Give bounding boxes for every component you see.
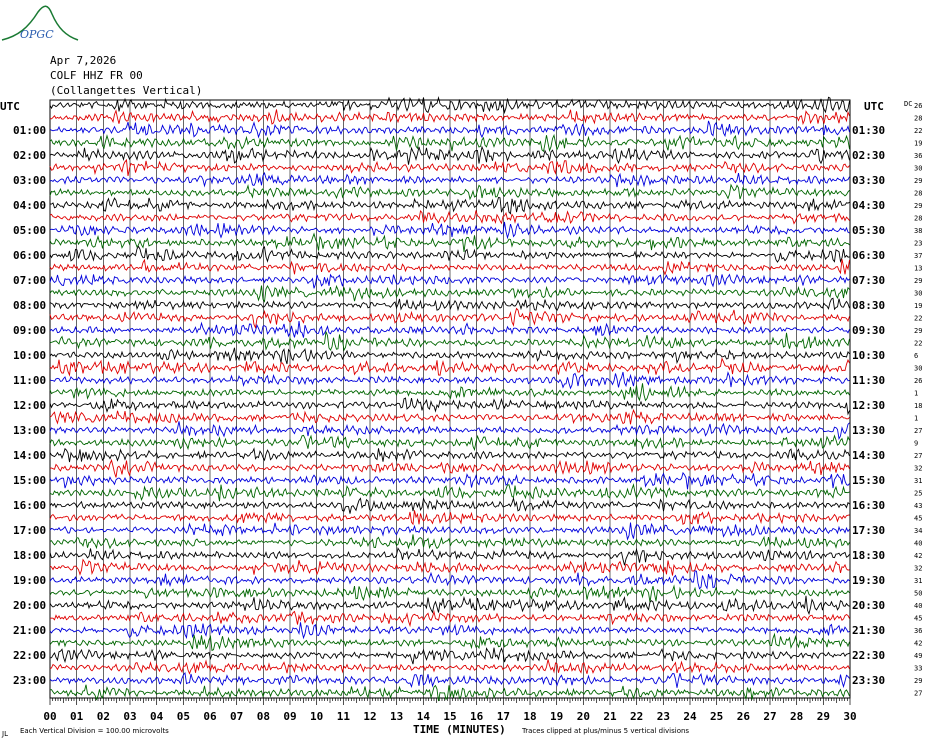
right-hour-label: 04:30 (852, 199, 886, 213)
dc-offset-label: 28 (914, 214, 923, 223)
x-tick-label: 04 (150, 710, 164, 723)
right-hour-label: 23:30 (852, 674, 886, 688)
left-hour-label: 17:00 (13, 524, 47, 538)
dc-offset-label: 40 (914, 539, 923, 548)
x-tick-label: 14 (416, 710, 430, 723)
dc-offset-label: 31 (914, 577, 923, 586)
x-tick-label: 23 (656, 710, 670, 723)
dc-title: DC (904, 100, 913, 108)
right-hour-label: 12:30 (852, 399, 886, 413)
left-hour-label: 20:00 (13, 599, 47, 613)
x-tick-label: 03 (123, 710, 137, 723)
dc-offset-label: 23 (914, 239, 923, 248)
left-hour-label: 19:00 (13, 574, 47, 588)
dc-offset-label: 9 (914, 439, 919, 448)
left-hour-label: 01:00 (13, 124, 47, 138)
dc-offset-label: 27 (914, 452, 923, 461)
x-tick-label: 19 (550, 710, 564, 723)
right-hour-label: 20:30 (852, 599, 886, 613)
x-tick-label: 30 (843, 710, 857, 723)
x-tick-label: 02 (96, 710, 110, 723)
right-hour-label: 05:30 (852, 224, 886, 238)
right-hour-label: 13:30 (852, 424, 886, 438)
dc-offset-label: 50 (914, 589, 923, 598)
left-hour-label: 22:00 (13, 649, 47, 663)
x-tick-label: 06 (203, 710, 217, 723)
dc-offset-label: 42 (914, 639, 923, 648)
left-hour-label: 14:00 (13, 449, 47, 463)
x-tick-label: 11 (336, 710, 350, 723)
dc-offset-label: 36 (914, 152, 923, 161)
right-hour-label: 19:30 (852, 574, 886, 588)
left-hour-label: 16:00 (13, 499, 47, 513)
x-tick-label: 07 (230, 710, 244, 723)
x-tick-label: 21 (603, 710, 617, 723)
dc-offset-label: 30 (914, 364, 923, 373)
right-hour-label: 02:30 (852, 149, 886, 163)
left-hour-label: 11:00 (13, 374, 47, 388)
dc-offset-label: 37 (914, 252, 923, 261)
right-hour-label: 18:30 (852, 549, 886, 563)
logo-text: OPGC (20, 28, 54, 41)
dc-offset-label: 30 (914, 289, 923, 298)
x-tick-label: 29 (816, 710, 830, 723)
dc-offset-label: 13 (914, 264, 923, 273)
plot-date: Apr 7,2026 (50, 54, 117, 67)
dc-offset-label: 29 (914, 677, 923, 686)
dc-offset-label: 22 (914, 127, 923, 136)
dc-offset-label: 19 (914, 139, 923, 148)
x-tick-label: 24 (683, 710, 697, 723)
x-tick-label: 18 (523, 710, 537, 723)
x-tick-label: 13 (390, 710, 404, 723)
x-tick-label: 25 (710, 710, 724, 723)
x-tick-label: 22 (630, 710, 644, 723)
dc-offset-label: 31 (914, 477, 923, 486)
x-tick-label: 09 (283, 710, 297, 723)
right-hour-label: 01:30 (852, 124, 886, 138)
right-hour-label: 15:30 (852, 474, 886, 488)
right-utc-title: UTC (864, 100, 884, 113)
station-location: (Collangettes Vertical) (50, 84, 203, 97)
dc-offset-label: 19 (914, 302, 923, 311)
x-tick-label: 15 (443, 710, 457, 723)
dc-offset-label: 29 (914, 202, 923, 211)
x-axis-label: TIME (MINUTES) (413, 723, 506, 736)
left-hour-label: 06:00 (13, 249, 47, 263)
dc-offset-label: 26 (914, 377, 923, 386)
dc-offset-label: 27 (914, 689, 923, 698)
dc-offset-label: 29 (914, 277, 923, 286)
dc-offset-label: 45 (914, 514, 923, 523)
x-tick-label: 28 (790, 710, 804, 723)
dc-offset-label: 34 (914, 527, 923, 536)
dc-offset-label: 18 (914, 402, 923, 411)
left-hour-label: 18:00 (13, 549, 47, 563)
x-tick-label: 08 (256, 710, 270, 723)
right-hour-label: 09:30 (852, 324, 886, 338)
dc-offset-label: 22 (914, 314, 923, 323)
dc-offset-label: 32 (914, 564, 923, 573)
right-hour-label: 03:30 (852, 174, 886, 188)
left-hour-label: 04:00 (13, 199, 47, 213)
left-hour-label: 15:00 (13, 474, 47, 488)
dc-offset-label: 1 (914, 414, 919, 423)
right-hour-label: 11:30 (852, 374, 886, 388)
dc-offset-label: 40 (914, 602, 923, 611)
dc-offset-label: 30 (914, 164, 923, 173)
x-tick-label: 01 (70, 710, 84, 723)
right-hour-label: 10:30 (852, 349, 886, 363)
left-hour-label: 05:00 (13, 224, 47, 238)
x-tick-label: 17 (496, 710, 510, 723)
left-hour-label: 08:00 (13, 299, 47, 313)
dc-offset-label: 33 (914, 664, 923, 673)
left-hour-label: 23:00 (13, 674, 47, 688)
right-hour-label: 08:30 (852, 299, 886, 313)
station-code: COLF HHZ FR 00 (50, 69, 143, 82)
left-hour-label: 12:00 (13, 399, 47, 413)
x-tick-label: 27 (763, 710, 777, 723)
right-hour-label: 07:30 (852, 274, 886, 288)
dc-offset-label: 27 (914, 427, 923, 436)
x-tick-label: 10 (310, 710, 324, 723)
dc-offset-label: 32 (914, 464, 923, 473)
left-hour-label: 13:00 (13, 424, 47, 438)
dc-offset-label: 36 (914, 627, 923, 636)
x-tick-label: 05 (176, 710, 190, 723)
x-tick-label: 20 (576, 710, 590, 723)
left-hour-label: 09:00 (13, 324, 47, 338)
corner-mark: JL (2, 730, 8, 738)
dc-offset-label: 22 (914, 339, 923, 348)
right-hour-label: 21:30 (852, 624, 886, 638)
right-hour-label: 14:30 (852, 449, 886, 463)
dc-offset-label: 28 (914, 189, 923, 198)
clip-note: Traces clipped at plus/minus 5 vertical divisions (522, 727, 690, 735)
dc-offset-label: 38 (914, 227, 923, 236)
left-hour-label: 03:00 (13, 174, 47, 188)
dc-offset-label: 42 (914, 552, 923, 561)
x-tick-label: 16 (470, 710, 484, 723)
dc-offset-label: 29 (914, 177, 923, 186)
dc-offset-label: 1 (914, 389, 919, 398)
dc-offset-label: 25 (914, 489, 923, 498)
right-hour-label: 16:30 (852, 499, 886, 513)
left-hour-label: 07:00 (13, 274, 47, 288)
right-hour-label: 06:30 (852, 249, 886, 263)
dc-offset-label: 49 (914, 652, 923, 661)
left-hour-label: 10:00 (13, 349, 47, 363)
dc-offset-label: 26 (914, 102, 923, 110)
x-tick-label: 26 (736, 710, 750, 723)
left-utc-title: UTC (0, 100, 20, 113)
dc-offset-label: 29 (914, 327, 923, 336)
right-hour-label: 22:30 (852, 649, 886, 663)
dc-offset-label: 6 (914, 352, 919, 361)
left-hour-label: 21:00 (13, 624, 47, 638)
axis-labels (13, 102, 922, 723)
dc-offset-label: 45 (914, 614, 923, 623)
scale-note: Each Vertical Division = 100.00 microvolts (20, 727, 169, 735)
x-tick-label: 00 (43, 710, 57, 723)
right-hour-label: 17:30 (852, 524, 886, 538)
x-tick-label: 12 (363, 710, 377, 723)
left-hour-label: 02:00 (13, 149, 47, 163)
dc-offset-label: 28 (914, 114, 923, 123)
dc-offset-label: 43 (914, 502, 923, 511)
